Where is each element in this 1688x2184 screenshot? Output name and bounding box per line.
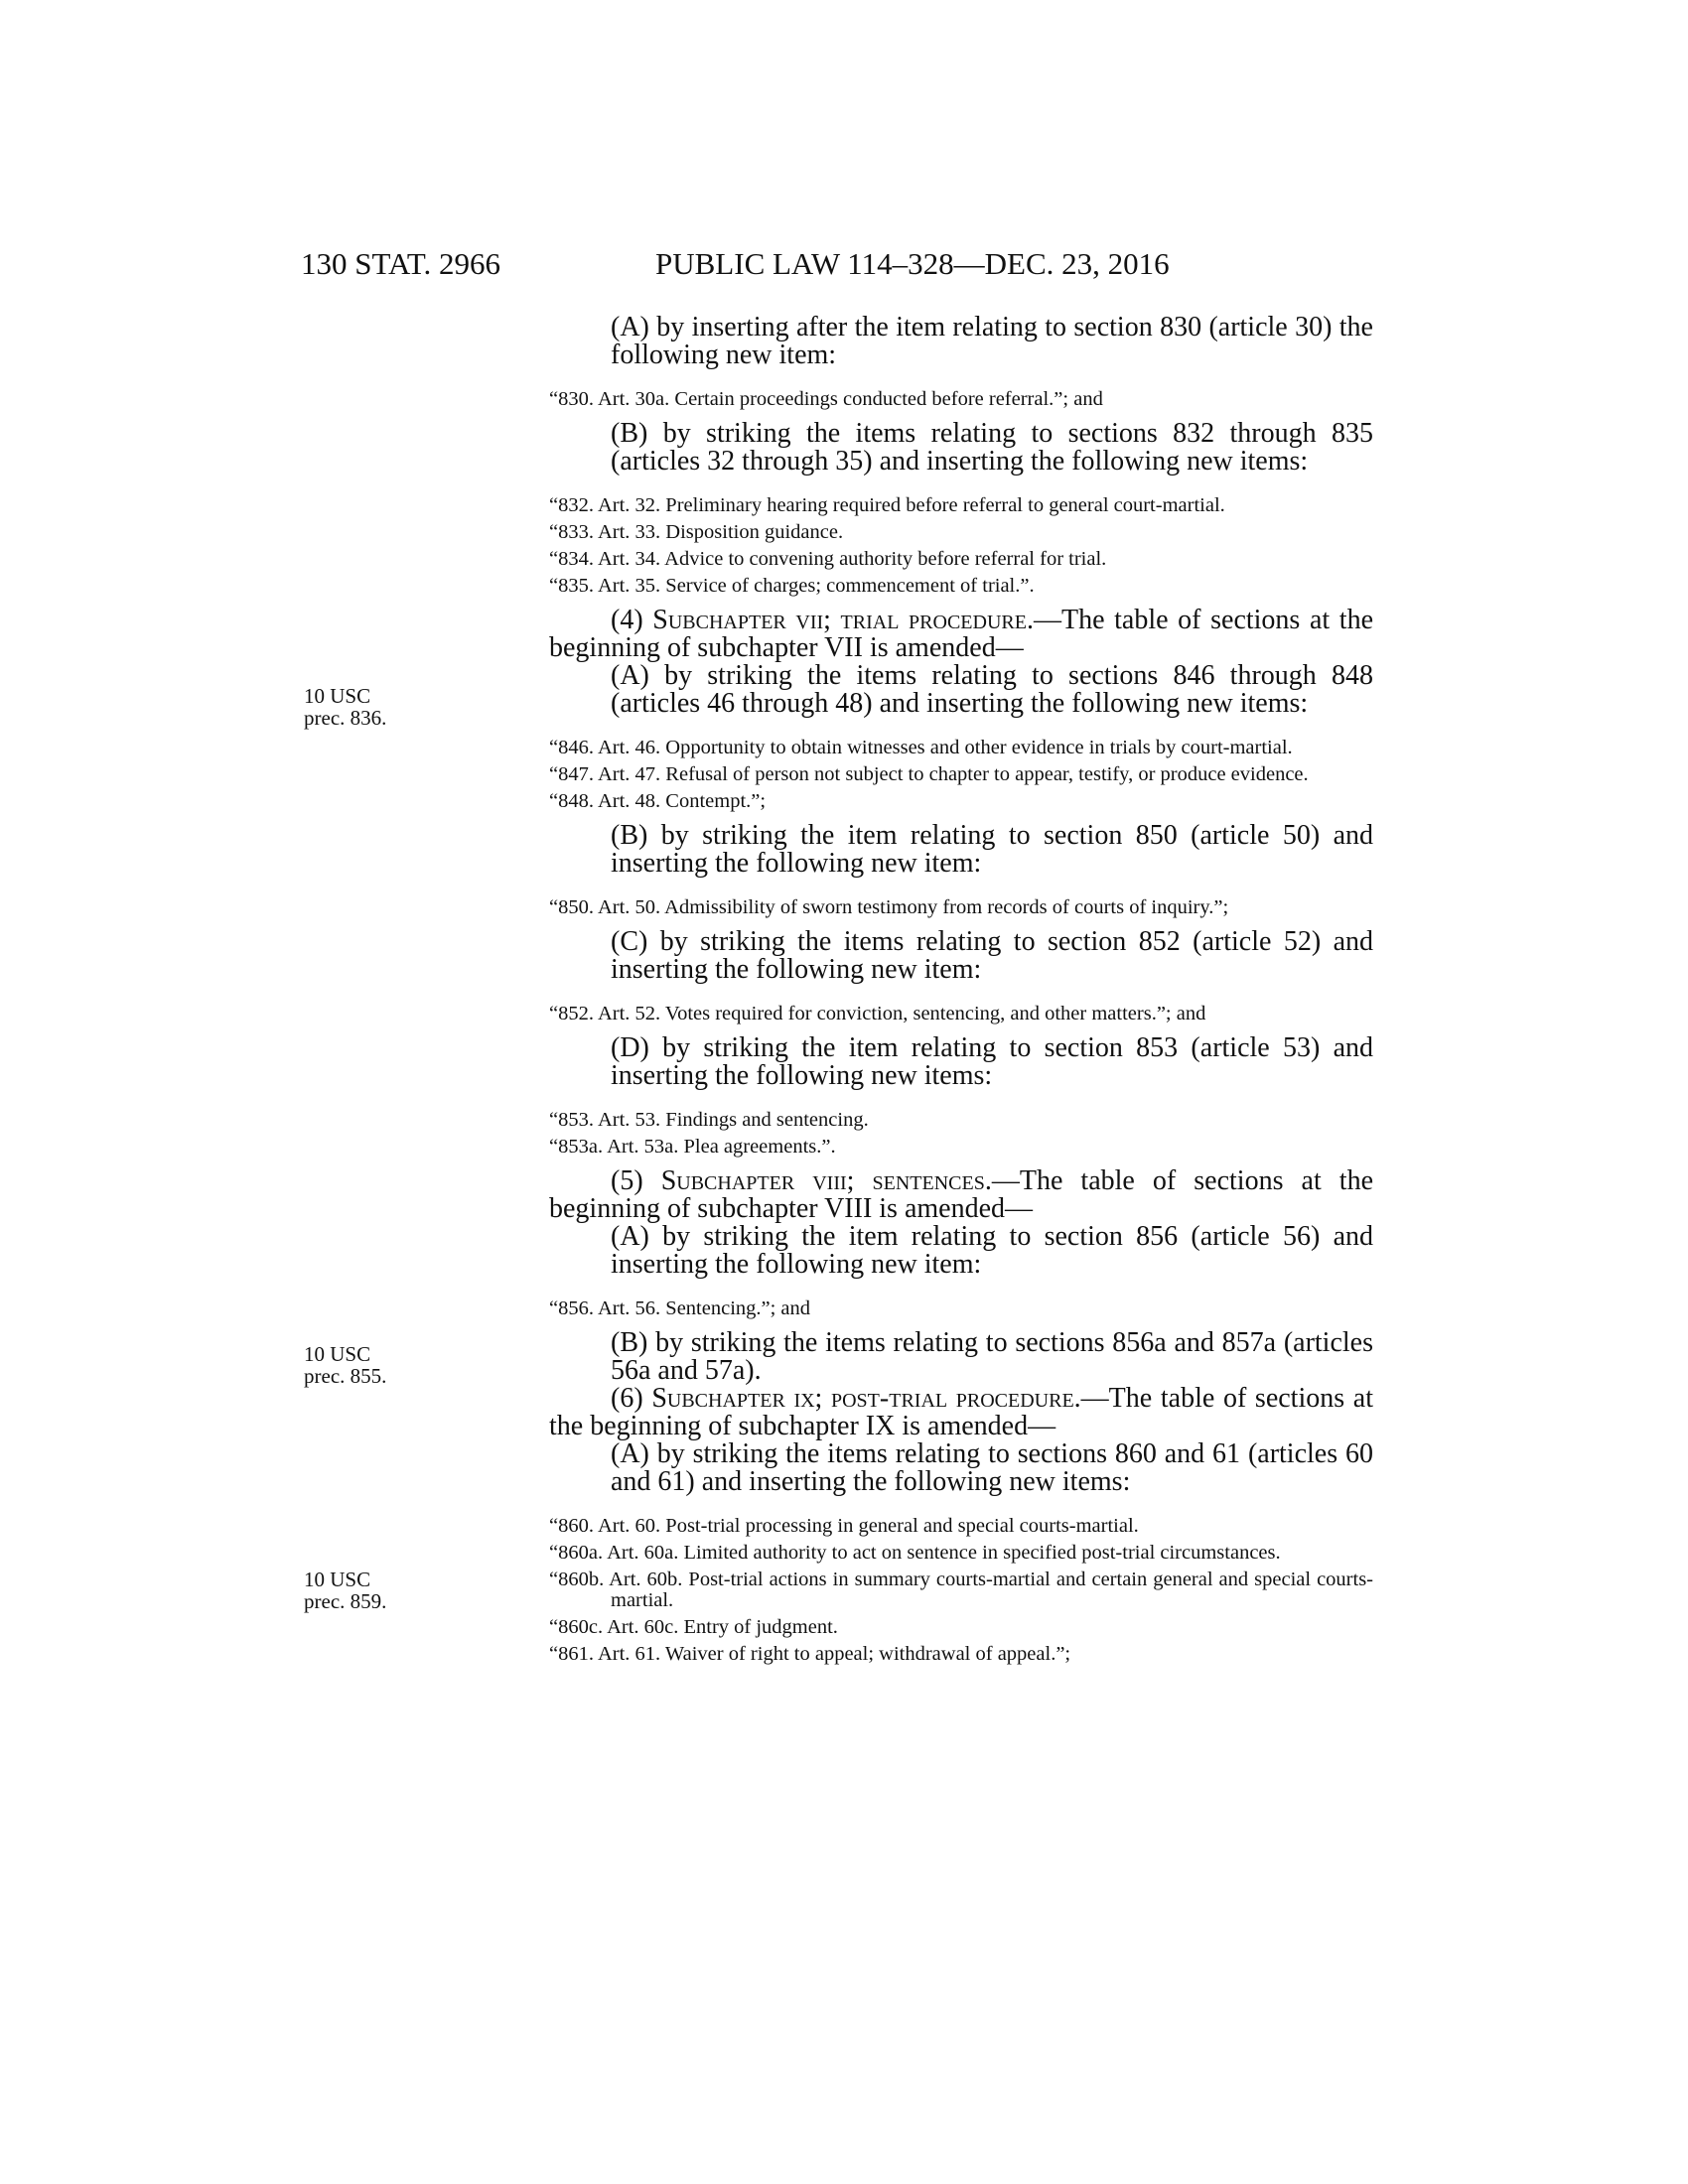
- subchapter-heading: Subchapter vii; trial procedure.: [652, 605, 1034, 635]
- new-items-846: [549, 738, 1373, 812]
- statute-page-number: 130 STAT. 2966: [301, 246, 501, 281]
- public-law-title: PUBLIC LAW 114–328—DEC. 23, 2016: [655, 246, 1170, 281]
- list-item: “861. Art. 61. Waiver of right to appeal; withdrawal of appeal.”;: [549, 1643, 1071, 1665]
- new-items-850: [549, 897, 1373, 918]
- new-items-830: [549, 389, 1373, 410]
- list-item: “830. Art. 30a. Certain proceedings conducted before referral.”; and: [549, 388, 1103, 410]
- paragraph-5b-section-856a: (B) by striking the items relating to sections 856a and 857a (articles 56a and 57a).: [611, 1327, 1373, 1386]
- paragraph-5-subchapter-viii: (5) Subchapter viii; sentences.—The table of sections at the beginning of subchapter VIII is amended—: [549, 1165, 1373, 1224]
- list-item: “834. Art. 34. Advice to convening authority before referral for trial.: [549, 548, 1107, 570]
- list-item: “833. Art. 33. Disposition guidance.: [549, 521, 844, 543]
- paragraph-4a-section-846: (A) by striking the items relating to sections 846 through 848 (articles 46 through 48) and inserting the following new items:: [611, 660, 1373, 719]
- list-item: “853. Art. 53. Findings and sentencing.: [549, 1109, 869, 1131]
- list-item: “856. Art. 56. Sentencing.”; and: [549, 1297, 811, 1319]
- new-items-852: [549, 1004, 1373, 1024]
- list-item: “853a. Art. 53a. Plea agreements.”.: [549, 1136, 836, 1158]
- new-items-860: [549, 1516, 1373, 1665]
- new-items-856: [549, 1298, 1373, 1319]
- new-items-853: [549, 1110, 1373, 1158]
- paragraph-4-subchapter-vii: (4) Subchapter vii; trial procedure.—The table of sections at the beginning of subchapter VII is amended—: [549, 605, 1373, 663]
- list-item: “860c. Art. 60c. Entry of judgment.: [549, 1616, 838, 1638]
- subchapter-heading: Subchapter viii; sentences.: [660, 1165, 992, 1196]
- margin-note-usc-855: 10 USC prec. 855.: [304, 1342, 387, 1388]
- margin-note-usc-859: 10 USC prec. 859.: [304, 1568, 387, 1613]
- body-text: [549, 314, 1373, 1675]
- subchapter-heading: Subchapter ix; post-trial procedure.: [651, 1383, 1081, 1414]
- paragraph-6a-section-860: (A) by striking the items relating to sections 860 and 61 (articles 60 and 61) and inserting the following new items:: [611, 1438, 1373, 1497]
- list-item: “848. Art. 48. Contempt.”;: [549, 790, 767, 812]
- list-item: “860. Art. 60. Post-trial processing in general and special courts-martial.: [549, 1515, 1139, 1537]
- list-item: “860a. Art. 60a. Limited authority to act on sentence in specified post-trial circumstances.: [549, 1542, 1281, 1564]
- paragraph-b-section-832: (B) by striking the items relating to sections 832 through 835 (articles 32 through 35) and inserting the following new items:: [611, 418, 1373, 477]
- list-item: “835. Art. 35. Service of charges; commencement of trial.”.: [549, 575, 1035, 597]
- list-item: “846. Art. 46. Opportunity to obtain witnesses and other evidence in trials by court-martial.: [549, 737, 1293, 758]
- list-item: “850. Art. 50. Admissibility of sworn testimony from records of courts of inquiry.”;: [549, 896, 1229, 918]
- margin-note-usc-836: 10 USC prec. 836.: [304, 684, 387, 730]
- list-item: “832. Art. 32. Preliminary hearing required before referral to general court-martial.: [549, 494, 1225, 516]
- paragraph-4c-section-852: (C) by striking the items relating to section 852 (article 52) and inserting the following new item:: [611, 926, 1373, 985]
- page-header: [0, 246, 1688, 286]
- paragraph-5a-section-856: (A) by striking the item relating to section 856 (article 56) and inserting the following new item:: [611, 1221, 1373, 1280]
- list-item: “847. Art. 47. Refusal of person not subject to chapter to appear, testify, or produce evidence.: [549, 763, 1309, 785]
- paragraph-6-subchapter-ix: (6) Subchapter ix; post-trial procedure.—The table of sections at the beginning of subchapter IX is amended—: [549, 1383, 1373, 1441]
- new-items-832: [549, 495, 1373, 597]
- list-item: “860b. Art. 60b. Post-trial actions in summary courts-martial and certain general and special courts-martial.: [549, 1569, 1373, 1611]
- list-item: “852. Art. 52. Votes required for conviction, sentencing, and other matters.”; and: [549, 1003, 1206, 1024]
- paragraph-4b-section-850: (B) by striking the item relating to section 850 (article 50) and inserting the following new item:: [611, 820, 1373, 879]
- paragraph-a-section-830: (A) by inserting after the item relating to section 830 (article 30) the following new item:: [611, 312, 1373, 370]
- paragraph-4d-section-853: (D) by striking the item relating to section 853 (article 53) and inserting the following new items:: [611, 1032, 1373, 1091]
